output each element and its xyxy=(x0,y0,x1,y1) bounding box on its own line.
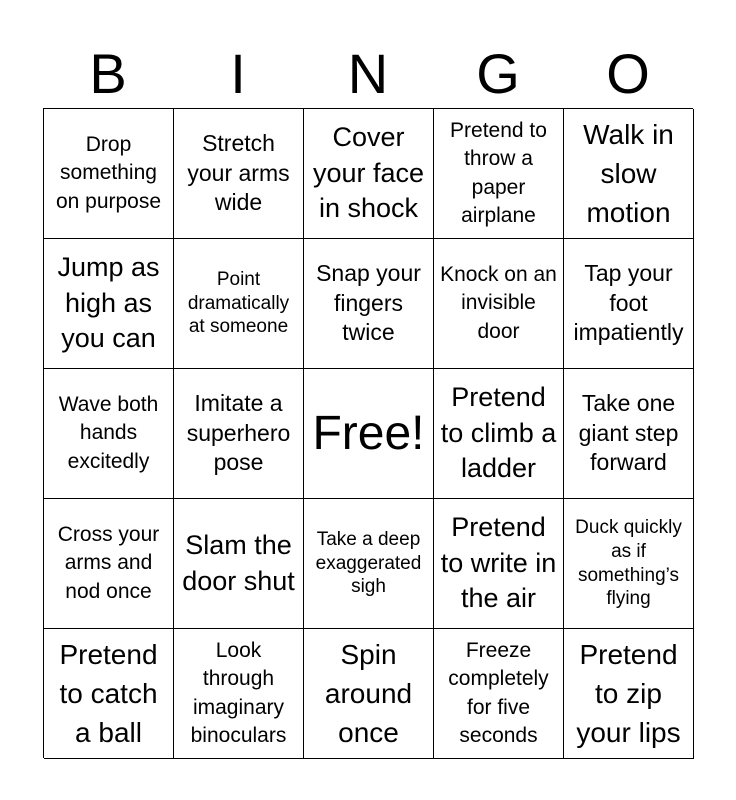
bingo-cell-text: Snap your fingers twice xyxy=(316,259,421,346)
bingo-cell-text: Wave both hands excitedly xyxy=(58,392,159,473)
free-space-cell[interactable] xyxy=(304,369,434,499)
bingo-cell-text: Pretend to write in the air xyxy=(440,512,557,614)
bingo-cell-text: Imitate a superhero pose xyxy=(186,389,291,476)
bingo-cell[interactable] xyxy=(44,629,174,759)
bingo-cell-text: Walk in slow motion xyxy=(583,118,674,229)
bingo-cell[interactable] xyxy=(434,369,564,499)
bingo-cell-text: Point dramatically at someone xyxy=(187,268,290,338)
bingo-cell-text: Look through imaginary binoculars xyxy=(190,638,287,747)
bingo-cell-text: Drop something on purpose xyxy=(55,132,162,213)
bingo-cell-text: Pretend to catch a ball xyxy=(59,638,158,749)
bingo-cell[interactable] xyxy=(564,369,694,499)
bingo-cell-text: Knock on an invisible door xyxy=(440,262,557,343)
bingo-cell[interactable] xyxy=(174,369,304,499)
header-letter-b: B xyxy=(89,42,127,105)
bingo-cell-text: Take one giant step forward xyxy=(578,389,679,476)
bingo-cell[interactable] xyxy=(564,239,694,369)
bingo-header xyxy=(43,40,693,108)
header-letter-n: N xyxy=(347,42,389,105)
header-letter-g: G xyxy=(476,42,520,105)
bingo-cell[interactable] xyxy=(434,109,564,239)
bingo-cell-text: Cover your face in shock xyxy=(312,122,425,224)
bingo-board xyxy=(43,108,693,758)
header-letter-i: I xyxy=(230,42,246,105)
bingo-cell-text: Duck quickly as if something’s flying xyxy=(575,517,682,610)
bingo-cell[interactable] xyxy=(434,629,564,759)
bingo-cell[interactable] xyxy=(564,109,694,239)
bingo-cell-text: Pretend to throw a paper airplane xyxy=(450,118,547,227)
bingo-cell[interactable] xyxy=(304,499,434,629)
bingo-cell-text: Spin around once xyxy=(324,638,413,749)
bingo-cell-text: Cross your arms and nod once xyxy=(57,522,160,603)
bingo-cell[interactable] xyxy=(564,499,694,629)
bingo-cell-text: Stretch your arms wide xyxy=(187,129,290,216)
bingo-cell[interactable] xyxy=(44,369,174,499)
bingo-cell[interactable] xyxy=(174,239,304,369)
bingo-cell[interactable] xyxy=(564,629,694,759)
bingo-cell[interactable] xyxy=(434,499,564,629)
bingo-cell-text: Slam the door shut xyxy=(182,529,295,596)
bingo-cell[interactable] xyxy=(174,629,304,759)
bingo-cell-text: Jump as high as you can xyxy=(57,252,160,354)
bingo-cell-text: Pretend to climb a ladder xyxy=(440,382,557,484)
header-letter-o: O xyxy=(606,42,650,105)
bingo-cell-text: Tap your foot impatiently xyxy=(573,259,684,346)
bingo-cell[interactable] xyxy=(434,239,564,369)
bingo-cell[interactable] xyxy=(174,109,304,239)
bingo-cell[interactable] xyxy=(44,109,174,239)
bingo-cell[interactable] xyxy=(304,239,434,369)
bingo-cell-text: Freeze completely for five seconds xyxy=(448,638,549,747)
bingo-cell-text: Pretend to zip your lips xyxy=(576,638,681,749)
bingo-cell[interactable] xyxy=(44,239,174,369)
free-space-label: Free! xyxy=(312,406,425,460)
bingo-cell[interactable] xyxy=(304,109,434,239)
bingo-cell[interactable] xyxy=(44,499,174,629)
bingo-cell[interactable] xyxy=(304,629,434,759)
bingo-cell[interactable] xyxy=(174,499,304,629)
bingo-cell-text: Take a deep exaggerated sigh xyxy=(315,528,422,598)
